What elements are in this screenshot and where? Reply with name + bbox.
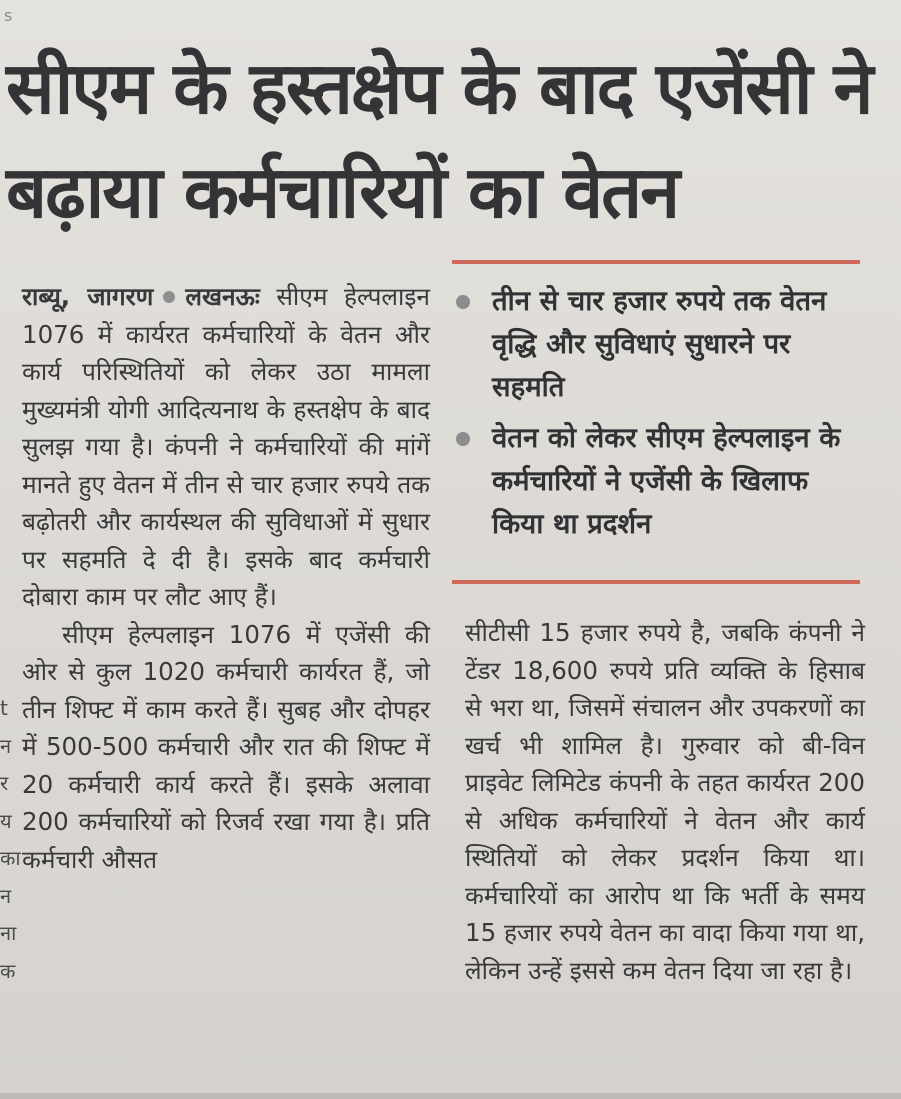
adjacent-column-fragment: [0, 690, 21, 990]
article-column-right: [465, 614, 865, 989]
byline-place: लखनऊः: [185, 282, 260, 311]
bullet-dot-icon: [456, 295, 470, 309]
headline: सीएम के हस्तक्षेप के बाद एजेंसी ने बढ़ाया कर्मचारियों का वेतन: [6, 46, 872, 234]
fragment-char: य: [0, 808, 12, 833]
highlight-text: तीन से चार हजार रुपये तक वेतन वृद्धि और सुविधाएं सुधारने पर सहमति: [492, 285, 827, 403]
highlights-box: [452, 280, 862, 554]
fragment-char: न: [0, 883, 12, 908]
byline-dot-icon: [163, 291, 175, 303]
highlight-item: [452, 280, 862, 409]
highlight-rule-bottom: [452, 580, 860, 584]
article-column-left: [22, 278, 430, 878]
byline-source: राब्यू, जागरण: [22, 282, 154, 311]
fragment-char: न: [0, 733, 12, 758]
article-paragraph-3: सीटीसी 15 हजार रुपये है, जबकि कंपनी ने टेंडर 18,600 रुपये प्रति व्यक्ति के हिसाब से भरा था, जिसमें संचालन और उपकरणों का खर्च भी शामिल है। गुरुवार को बी-विन प्राइवेट लिमिटेड कंपनी के तहत कार्यरत 200 से अधिक कर्मचारियों ने वेतन और कार्य स्थितियों को लेकर प्रदर्शन किया था। कर्मचारियों का आरोप था कि भर्ती के समय 15 हजार रुपये वेतन का वादा किया गया था, लेकिन उन्हें इससे कम वेतन दिया जा रहा है।: [465, 618, 865, 985]
bullet-dot-icon: [456, 432, 470, 446]
fragment-char: र: [0, 771, 9, 795]
fragment-char: क: [0, 958, 16, 983]
article-paragraph-1: [22, 278, 430, 616]
highlight-text: वेतन को लेकर सीएम हेल्पलाइन के कर्मचारियों ने एजेंसी के खिलाफ किया था प्रदर्शन: [492, 422, 841, 540]
page-corner-mark: s: [4, 6, 13, 25]
highlight-item: [452, 417, 862, 546]
fragment-char: का: [0, 846, 21, 870]
highlight-rule-top: [452, 260, 860, 264]
fragment-char: ना: [0, 921, 17, 945]
article-paragraph-1-text: सीएम हेल्पलाइन 1076 में कार्यरत कर्मचारियों के वेतन और कार्य परिस्थितियों को लेकर उठा मामला मुख्यमंत्री योगी आदित्यनाथ के हस्तक्षेप के बाद सुलझ गया है। कंपनी ने कर्मचारियों की मांगें मानते हुए वेतन में तीन से चार हजार रुपये तक बढ़ोतरी और कार्यस्थल की सुविधाओं में सुधार पर सहमति दे दी है। इसके बाद कर्मचारी दोबारा काम पर लौट आए हैं।: [22, 282, 430, 611]
article-paragraph-2: सीएम हेल्पलाइन 1076 में एजेंसी की ओर से कुल 1020 कर्मचारी कार्यरत हैं, जो तीन शिफ्ट में काम करते हैं। सुबह और दोपहर में 500-500 कर्मचारी और रात की शिफ्ट में 20 कर्मचारी कार्य करते हैं। इसके अलावा 200 कर्मचारियों को रिजर्व रखा गया है। प्रति कर्मचारी औसत: [22, 619, 430, 874]
page-bottom-edge: [0, 1093, 901, 1099]
fragment-char: t: [0, 696, 8, 720]
